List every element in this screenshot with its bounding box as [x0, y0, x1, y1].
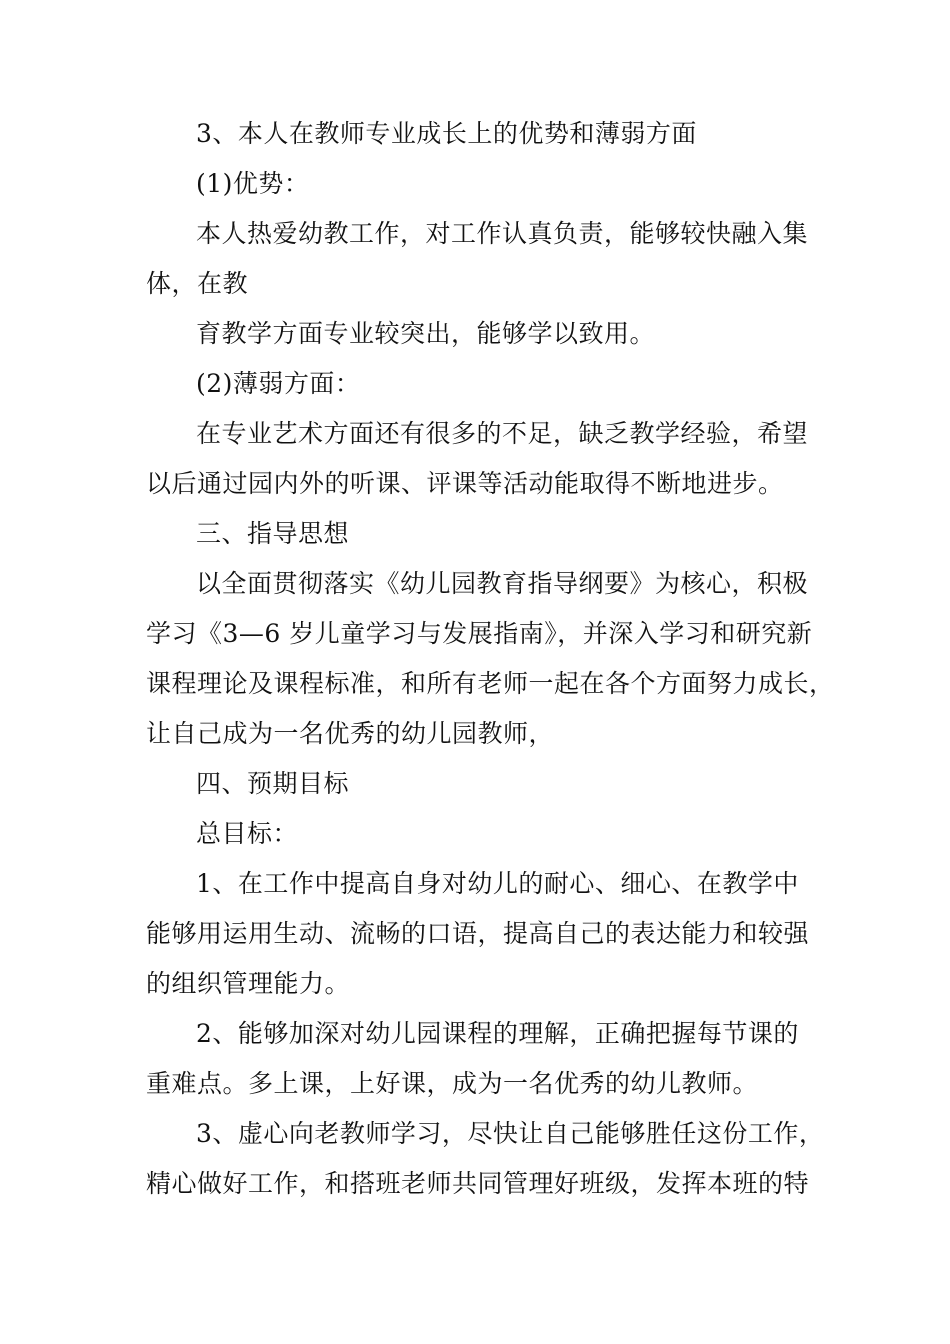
paragraph-line: 本人热爱幼教工作，对工作认真负责，能够较快融入集: [196, 219, 809, 248]
paragraph-line: 重难点。多上课，上好课，成为一名优秀的幼儿教师。: [146, 1069, 759, 1098]
subheading: (1)优势：: [196, 169, 310, 198]
paragraph-line: 3、虚心向老教师学习，尽快让自己能够胜任这份工作，: [196, 1119, 825, 1148]
paragraph-line: 2、能够加深对幼儿园课程的理解，正确把握每节课的: [196, 1019, 799, 1048]
paragraph-line: 学习《3—6 岁儿童学习与发展指南》，并深入学习和研究新: [146, 619, 813, 648]
paragraph-line: 在专业艺术方面还有很多的不足，缺乏教学经验，希望: [196, 419, 809, 448]
paragraph-line: 能够用运用生动、流畅的口语，提高自己的表达能力和较强: [146, 919, 810, 948]
paragraph-line: 体，在教: [146, 269, 249, 298]
section-heading: 三、指导思想: [196, 519, 350, 548]
subheading: 总目标：: [196, 819, 299, 848]
paragraph-line: 的组织管理能力。: [146, 969, 351, 998]
section-heading: 四、预期目标: [196, 769, 350, 798]
paragraph-line: 1、在工作中提高自身对幼儿的耐心、细心、在教学中: [196, 869, 799, 898]
subheading: (2)薄弱方面：: [196, 369, 361, 398]
paragraph-line: 让自己成为一名优秀的幼儿园教师，: [146, 719, 555, 748]
paragraph-line: 课程理论及课程标准，和所有老师一起在各个方面努力成长，: [146, 669, 835, 698]
paragraph-line: 精心做好工作，和搭班老师共同管理好班级，发挥本班的特: [146, 1169, 810, 1198]
paragraph-line: 以全面贯彻落实《幼儿园教育指导纲要》为核心，积极: [196, 569, 809, 598]
section-heading: 3、本人在教师专业成长上的优势和薄弱方面: [196, 119, 697, 148]
paragraph-line: 以后通过园内外的听课、评课等活动能取得不断地进步。: [146, 469, 784, 498]
paragraph-line: 育教学方面专业较突出，能够学以致用。: [196, 319, 656, 348]
